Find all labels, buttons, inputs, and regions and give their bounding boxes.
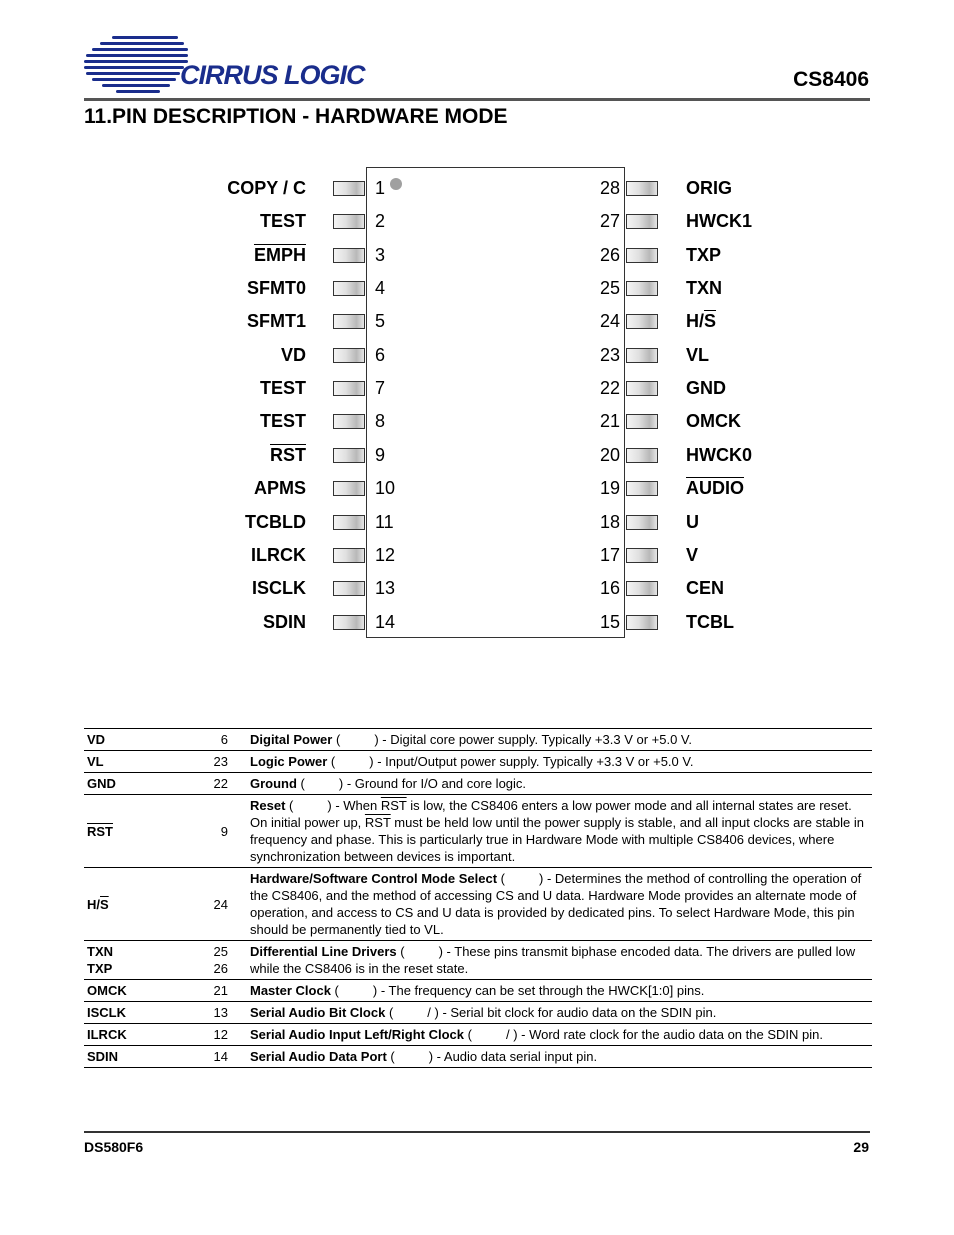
pin-label: V [686,544,699,565]
pin-lead [333,515,365,530]
pin-label: TEST [259,378,306,399]
pin-label: TCBLD [245,511,306,532]
pin-label: SDIN [262,611,306,632]
left-pin-3 [150,245,306,265]
pin-name-cell: VD [84,729,202,751]
pin-lead [333,181,365,196]
pin-lead [626,248,658,263]
pin-lead [333,581,365,596]
right-pin-20 [686,445,836,465]
pin-name-cell: ILRCK [84,1024,202,1046]
pin-number: 20 [599,444,620,465]
pin-lead [626,615,658,630]
pin-lead [333,248,365,263]
left-pin-13 [150,578,306,598]
right-pin-17 [686,545,836,565]
left-pin-7 [150,378,306,398]
pin-number: 1 [375,178,386,198]
pin-label: ISCLK [252,578,306,599]
pin-label: EMPH [253,244,306,265]
pin-label: VL [686,344,710,365]
pin-number: 3 [375,244,386,265]
pin-lead [626,548,658,563]
document-id: DS580F6 [84,1139,144,1155]
pin-number: 15 [599,611,620,632]
table-row [84,773,872,795]
pin-number-cell: 12 [202,1024,246,1046]
pin-number: 11 [375,511,394,532]
pin-number-cell: 14 [202,1046,246,1068]
pin-description-cell: Serial Audio Data Port ( ) - Audio data serial input pin. [246,1046,872,1068]
pin-label: CEN [686,578,725,599]
table-row [84,729,872,751]
pin-name-cell: VL [84,751,202,773]
pin-label: SFMT0 [246,278,306,299]
pin-number: 16 [599,578,620,599]
table-row [84,1002,872,1024]
pin-label: APMS [253,478,306,499]
pin-number: 25 [599,278,620,299]
pin-description-cell: Hardware/Software Control Mode Select ( ) - Determines the method of controlling the operation of the CS8406, and the method of accessing CS and U data. Hardware Mode provides an alternate mode of operation, and access to CS and U data is provided by dedicated pins. To select Hardware Mode, this pin should be permanently tied to VL. [246,868,872,941]
right-pin-15 [686,612,836,632]
right-pin-16 [686,578,836,598]
page-number: 29 [853,1139,869,1155]
pin-number: 18 [599,511,620,532]
right-pin-21 [686,411,836,431]
left-pin-1 [150,178,306,198]
pin-description-cell: Master Clock ( ) - The frequency can be set through the HWCK[1:0] pins. [246,980,872,1002]
pin-lead [626,581,658,596]
pin-label: $H/\overline{S}$ [686,311,717,332]
pin-lead [626,414,658,429]
pin-number: 23 [599,344,620,365]
pin-number: 6 [375,344,386,365]
pin-lead [333,615,365,630]
pin1-indicator-dot [390,178,402,190]
pin-number: 10 [375,478,396,499]
right-pin-28 [686,178,836,198]
header-divider [84,98,870,101]
pin-lead [626,448,658,463]
pin-label: ORIG [686,178,733,198]
right-pin-24 [686,311,836,331]
table-row [84,1024,872,1046]
pin-lead [333,214,365,229]
footer-divider [84,1131,870,1133]
pin-lead [333,381,365,396]
pin-description-cell: Serial Audio Input Left/Right Clock ( / ) - Word rate clock for the audio data on the SDIN pin. [246,1024,872,1046]
pin-label: SFMT1 [246,311,306,332]
left-pin-8 [150,411,306,431]
left-pin-10 [150,478,306,498]
table-row [84,941,872,980]
left-pin-12 [150,545,306,565]
pin-number-cell: 13 [202,1002,246,1024]
pin-number: 28 [599,178,620,198]
pin-number-cell: 21 [202,980,246,1002]
page-title: 11.PIN DESCRIPTION - HARDWARE MODE [84,105,508,128]
pin-name-cell: TXN TXP [84,941,202,980]
pin-number-cell: 22 [202,773,246,795]
pin-lead [333,314,365,329]
pin-lead [626,348,658,363]
pin-label: VD [280,344,306,365]
pin-lead [333,414,365,429]
table-row [84,795,872,868]
pin-number: 7 [375,378,386,399]
pin-lead [333,281,365,296]
pin-lead [626,214,658,229]
pin-name-cell: ISCLK [84,1002,202,1024]
pin-label: TXP [686,244,722,265]
pin-number-cell: 9 [202,795,246,868]
pin-lead [626,281,658,296]
pin-number: 17 [599,544,620,565]
pin-number: 13 [375,578,396,599]
pin-name-cell: $\overline{RST}$ [84,795,202,868]
pin-lead [626,181,658,196]
pin-description-cell: Serial Audio Bit Clock ( / ) - Serial bit clock for audio data on the SDIN pin. [246,1002,872,1024]
pin-label: HWCK1 [686,211,752,232]
pin-number-cell: 25 26 [202,941,246,980]
pin-lead [626,314,658,329]
table-row [84,868,872,941]
left-pin-5 [150,311,306,331]
pin-number: 24 [599,311,620,332]
logo-globe-icon [82,34,192,98]
pin-number-cell: 6 [202,729,246,751]
table-row [84,980,872,1002]
pin-label: ILRCK [251,544,306,565]
pin-number: 12 [375,544,396,565]
pin-lead [333,448,365,463]
pin-number-cell: 24 [202,868,246,941]
pin-name-cell: OMCK [84,980,202,1002]
pin-label: TEST [259,211,306,232]
right-pin-26 [686,245,836,265]
pin-number: 8 [375,411,386,432]
pin-description-table [84,728,872,1068]
pin-label: AUDIO [686,478,744,499]
pin-label: COPY / C [227,178,306,198]
pin-description-cell: Reset ( ) - When $\overline{RST}$ is low, the CS8406 enters a low power mode and all internal states are reset. On initial power up, $\overline{RST}$ must be held low until the power supply is stable, and all input clocks are stable in frequency and phase. This is particularly true in Hardware Mode with multiple CS8406 devices, where synchronization between devices is important. [246,795,872,868]
pin-description-cell: Digital Power ( ) - Digital core power supply. Typically +3.3 V or +5.0 V. [246,729,872,751]
pin-lead [333,548,365,563]
left-pin-2 [150,211,306,231]
pin-number: 19 [599,478,620,499]
pin-number: 4 [375,278,386,299]
pin-label: GND [686,378,726,399]
pin-number: 22 [599,378,620,399]
part-number: CS8406 [793,68,869,91]
pin-lead [333,481,365,496]
right-pin-22 [686,378,836,398]
pin-name-cell: $H/\overline{S}$ [84,868,202,941]
left-pin-9 [150,445,306,465]
pin-description-cell: Logic Power ( ) - Input/Output power supply. Typically +3.3 V or +5.0 V. [246,751,872,773]
pin-label: TCBL [686,611,734,632]
left-pin-6 [150,345,306,365]
pin-number: 27 [599,211,620,232]
pin-label: HWCK0 [686,444,752,465]
pin-name-cell: GND [84,773,202,795]
right-pin-19 [686,478,836,498]
pin-number: 21 [599,411,620,432]
pin-number: 5 [375,311,386,332]
pin-name-cell: SDIN [84,1046,202,1068]
pin-lead [626,481,658,496]
pin-label: $\overline{RST}$ [270,444,306,465]
pin-label: TXN [686,278,722,299]
right-pin-27 [686,211,836,231]
pin-label: TEST [259,411,306,432]
pin-number-cell: 23 [202,751,246,773]
pin-label: U [686,511,699,532]
pin-number: 14 [375,611,396,632]
pin-lead [626,515,658,530]
pin-number: 9 [375,444,386,465]
right-pin-18 [686,512,836,532]
pin-lead [626,381,658,396]
pin-number: 2 [375,211,386,232]
pin-number: 26 [599,244,620,265]
right-pin-25 [686,278,836,298]
chip-package-outline [366,167,625,638]
left-pin-11 [150,512,306,532]
right-pin-23 [686,345,836,365]
pin-label: OMCK [686,411,741,432]
table-row [84,751,872,773]
table-row [84,1046,872,1068]
pin-description-cell: Ground ( ) - Ground for I/O and core logic. [246,773,872,795]
pin-lead [333,348,365,363]
logo-wordmark: CIRRUS LOGIC [180,60,365,90]
left-pin-4 [150,278,306,298]
left-pin-14 [150,612,306,632]
pin-description-cell: Differential Line Drivers ( ) - These pins transmit biphase encoded data. The drivers are pulled low while the CS8406 is in the reset state. [246,941,872,980]
